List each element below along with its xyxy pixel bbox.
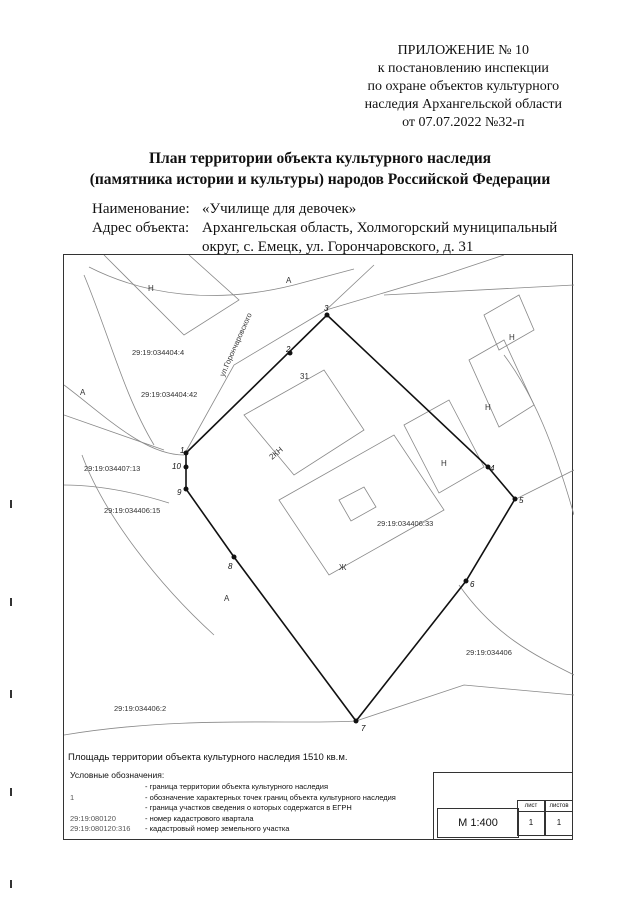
point-number-7: 7 <box>361 724 366 733</box>
sheet-cell <box>517 800 545 836</box>
legend <box>70 782 396 835</box>
point-number-6: 6 <box>470 580 475 589</box>
address-row <box>92 219 562 257</box>
title-line: (памятника истории и культуры) народов Российской Федерации <box>89 171 551 188</box>
legend-text: - граница территории объекта культурного наследия <box>145 782 329 791</box>
name-label: Наименование: <box>92 201 190 217</box>
point-number-9: 9 <box>177 488 182 497</box>
point-number-5: 5 <box>519 496 524 505</box>
appendix-line: ПРИЛОЖЕНИЕ № 10 <box>397 43 530 58</box>
sheet-label: лист <box>518 801 544 812</box>
legend-title: Условные обозначения: <box>70 770 165 780</box>
building-label: Н <box>441 459 447 468</box>
legend-text: - номер кадастрового квартала <box>145 813 254 823</box>
sheets-cell <box>545 800 573 836</box>
appendix-line: к постановлению инспекции <box>377 61 549 76</box>
legend-item <box>70 782 396 793</box>
building-label: Н <box>509 333 515 342</box>
legend-symbol <box>70 803 145 814</box>
scan-mark <box>10 500 12 508</box>
scale-box: М 1:400 <box>437 808 519 838</box>
appendix-line: наследия Архангельской области <box>364 97 562 112</box>
point-number-1: 1 <box>180 446 185 455</box>
sheet-number: 1 <box>528 818 534 827</box>
cadastral-label: 29:19:034406:33 <box>377 519 434 528</box>
sheets-label: листов <box>546 801 572 812</box>
name-value: «Училище для девочек» <box>202 201 357 217</box>
legend-item <box>70 793 396 804</box>
building-label: 2КН <box>267 445 285 462</box>
sheet-count <box>517 800 573 836</box>
legend-item <box>70 824 396 835</box>
road-label: А <box>286 276 292 285</box>
scan-mark <box>10 880 12 888</box>
address-label: Адрес объекта: <box>92 220 190 236</box>
cadastral-label: 29:19:034404:4 <box>132 348 185 357</box>
point-number-4: 4 <box>490 464 495 473</box>
address-value: Архангельская область, Холмогорский муниципальный округ, с. Емецк, ул. Горончаровского, д. 31 <box>202 220 558 255</box>
document-title <box>0 148 640 190</box>
appendix-line: по охране объектов культурного <box>367 79 560 94</box>
legend-symbol: 29:19:080120 <box>70 813 116 823</box>
sheets-number: 1 <box>556 818 562 827</box>
cadastral-label: 29:19:034407:13 <box>84 464 141 473</box>
building-labels <box>148 284 515 572</box>
parcel-lines <box>64 255 574 735</box>
name-row <box>92 200 562 219</box>
scan-mark <box>10 598 12 606</box>
appendix-header <box>365 42 562 132</box>
object-info <box>92 200 562 257</box>
road-labels <box>80 276 292 603</box>
appendix-date-line: от 07.07.2022 №32-п <box>402 115 525 130</box>
building-label: Н <box>148 284 154 293</box>
building-number: 31 <box>300 372 309 381</box>
legend-text: - кадастровый номер земельного участка <box>145 824 290 833</box>
legend-symbol: 29:19:080120:316 <box>70 824 131 833</box>
cadastral-labels <box>84 348 512 713</box>
point-number-10: 10 <box>172 462 181 471</box>
point-number-2: 2 <box>286 345 291 354</box>
road-label: А <box>224 594 230 603</box>
legend-symbol <box>70 782 145 793</box>
cadastral-label: 29:19:034406 <box>466 648 512 657</box>
area-statement: Площадь территории объекта культурного наследия 1510 кв.м. <box>68 752 348 763</box>
cadastral-label: 29:19:034404:42 <box>141 390 198 399</box>
cadastral-label: 29:19:034406:15 <box>104 506 161 515</box>
title-line: План территории объекта культурного наследия <box>148 150 492 167</box>
street-label: ул.Горончаровского <box>217 311 254 378</box>
point-number-3: 3 <box>324 304 329 313</box>
building-label: Н <box>485 403 491 412</box>
scan-mark <box>10 690 12 698</box>
point-number-8: 8 <box>228 562 233 571</box>
scan-mark <box>10 788 12 796</box>
legend-item <box>70 803 396 814</box>
road-label: А <box>80 388 86 397</box>
boundary-points <box>184 313 518 724</box>
legend-text: - граница участков сведения о которых содержатся в ЕГРН <box>145 803 352 812</box>
building-label: Ж <box>339 563 347 572</box>
legend-item <box>70 814 396 825</box>
legend-text: - обозначение характерных точек границ объекта культурного наследия <box>145 792 396 802</box>
heritage-boundary <box>186 315 515 721</box>
legend-symbol: 1 <box>70 792 75 802</box>
cadastral-label: 29:19:034406:2 <box>114 704 167 713</box>
